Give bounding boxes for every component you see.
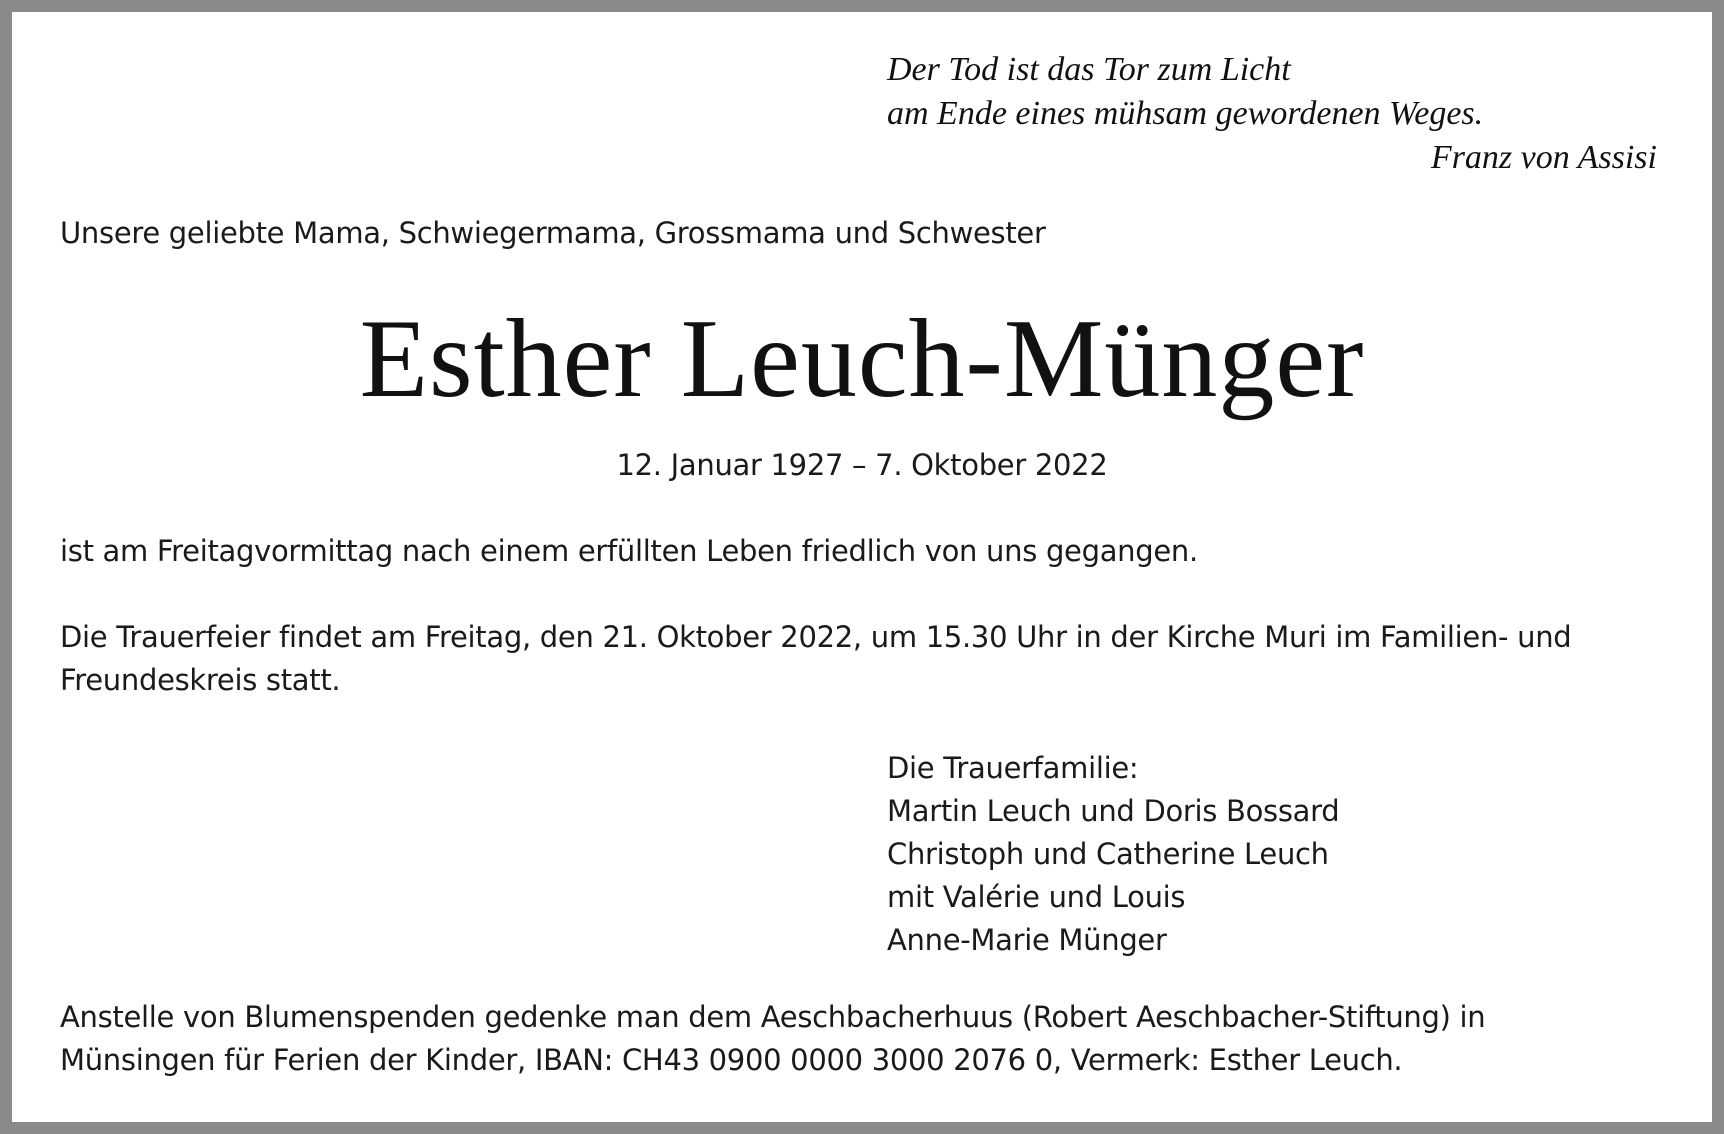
donation-line-2: Münsingen für Ferien der Kinder, IBAN: CH43 0900 0000 3000 2076 0, Vermerk: Esther Leuch. [60,1043,1403,1077]
donation-info [60,996,1700,1082]
motto-line-1: Der Tod ist das Tor zum Licht [887,51,1291,88]
donation-line-1: Anstelle von Blumenspenden gedenke man dem Aeschbacherhuus (Robert Aeschbacher-Stiftung) in [60,1000,1486,1034]
funeral-service-info [60,616,1680,702]
intro-line: Unsere geliebte Mama, Schwiegermama, Grossmama und Schwester [60,216,1046,250]
service-line-2: Freundeskreis statt. [60,663,341,697]
family-member: Christoph und Catherine Leuch [887,837,1329,871]
motto-quote [887,48,1677,180]
passing-sentence: ist am Freitagvormittag nach einem erfüllten Leben friedlich von uns gegangen. [60,534,1198,568]
mourning-family [887,747,1339,962]
motto-author: Franz von Assisi [1430,139,1657,176]
service-line-1: Die Trauerfeier findet am Freitag, den 21. Oktober 2022, um 15.30 Uhr in der Kirche Muri im Familien- und [60,620,1572,654]
family-member: mit Valérie und Louis [887,880,1186,914]
motto-line-2: am Ende eines mühsam gewordenen Weges. [887,95,1484,132]
life-dates: 12. Januar 1927 – 7. Oktober 2022 [616,448,1108,482]
family-heading: Die Trauerfamilie: [887,751,1139,785]
family-member: Anne-Marie Münger [887,923,1167,957]
obituary-notice [12,12,1712,1122]
deceased-name: Esther Leuch-Münger [359,297,1365,421]
family-member: Martin Leuch und Doris Bossard [887,794,1340,828]
